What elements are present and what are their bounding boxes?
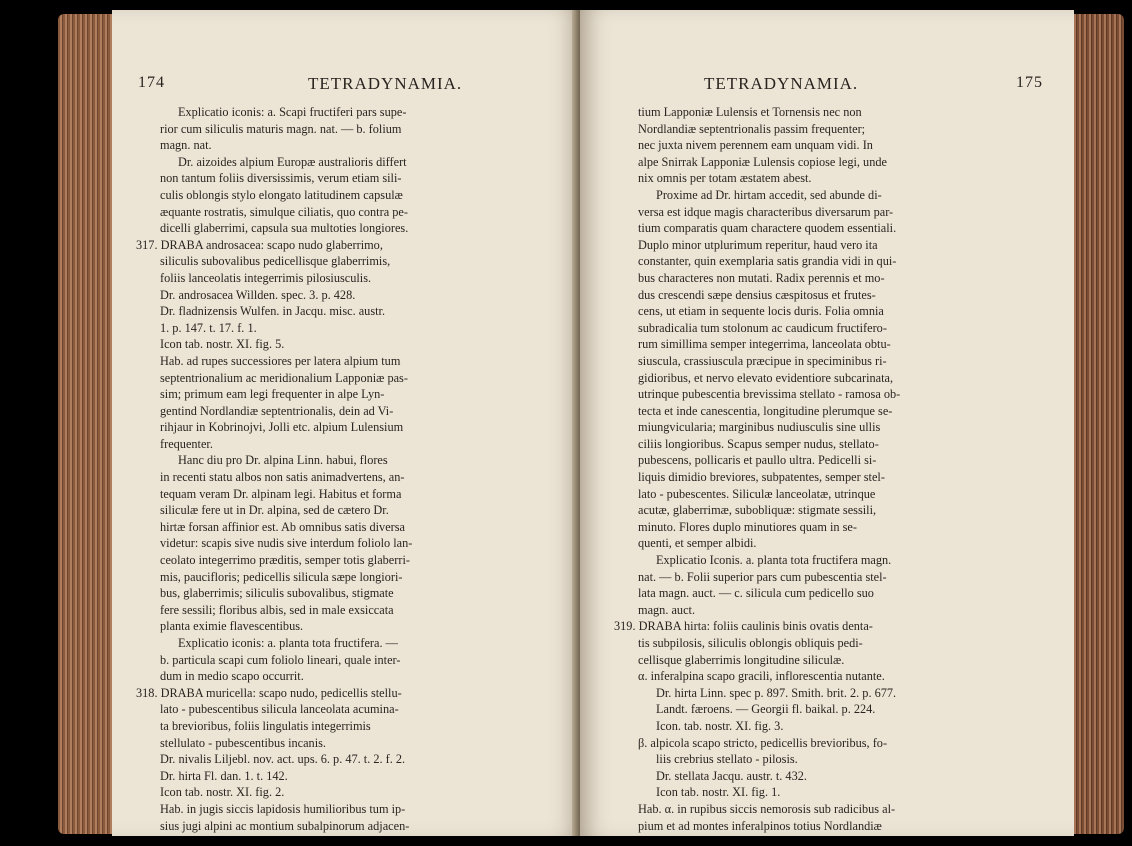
right-page xyxy=(580,10,1074,836)
text-line: magn. nat. xyxy=(160,138,212,153)
text-line: minuto. Flores duplo minutiores quam in se- xyxy=(638,519,857,534)
text-line: α. inferalpina scapo gracili, inflorescentia nutante. xyxy=(638,669,885,684)
text-line: mis, paucifloris; pedicellis silicula sæpe longiori- xyxy=(160,569,403,584)
text-line: cens, ut etiam in sequente locis duris. Folia omnia xyxy=(638,304,884,319)
text-line: magn. auct. xyxy=(638,602,696,617)
text-line: rior cum siliculis maturis magn. nat. — b. folium xyxy=(160,121,402,136)
text-line: Hab. α. in rupibus siccis nemorosis sub radicibus al- xyxy=(638,801,896,816)
text-line: pubescens, pollicaris et paullo ultra. Pedicelli si- xyxy=(638,453,877,468)
text-line: fere sessili; floribus albis, sed in male exsiccata xyxy=(160,602,394,617)
text-line: videtur: scapis sive nudis sive interdum foliolo lan- xyxy=(160,536,413,551)
text-line: tequam veram Dr. alpinam legi. Habitus et forma xyxy=(160,486,402,501)
text-line: quenti, et semper albidi. xyxy=(638,536,757,551)
text-line: ciliis longioribus. Scapus semper nudus, stellato- xyxy=(638,436,879,451)
left-page-text xyxy=(136,104,564,834)
text-line: rum simillima semper integerrima, lanceolata obtu- xyxy=(638,337,891,352)
text-line: planta eximie flavescentibus. xyxy=(160,619,304,634)
text-line: Nordlandiæ septentrionalis passim frequenter; xyxy=(638,121,866,136)
left-head-title: TETRADYNAMIA. xyxy=(308,74,463,93)
text-line: 318. DRABA muricella: scapo nudo, pedicellis stellu- xyxy=(136,685,402,700)
text-line: cellisque glaberrimis longitudine siliculæ. xyxy=(638,652,845,667)
text-line: 319. DRABA hirta: foliis caulinis binis ovatis denta- xyxy=(614,619,873,634)
text-line: Dr. aizoides alpium Europæ australioris differt xyxy=(178,154,407,169)
text-line: sim; primum eam legi frequenter in alpe Lyn- xyxy=(160,387,385,402)
book-left-edge xyxy=(58,14,118,834)
text-line: liis crebrius stellato - pilosis. xyxy=(656,752,798,767)
text-line: ta brevioribus, foliis lingulatis integerrimis xyxy=(160,718,371,733)
text-line: dum in medio scapo occurrit. xyxy=(160,669,304,684)
text-line: in recenti statu albos non satis animadvertens, an- xyxy=(160,470,405,485)
text-line: gentind Nordlandiæ septentrionalis, dein ad Vi- xyxy=(160,403,394,418)
text-line: sius jugi alpini ac montium subalpinorum adjacen- xyxy=(160,818,410,833)
text-line: non tantum foliis diversissimis, verum etiam sili- xyxy=(160,171,402,186)
text-line: Explicatio iconis: a. Scapi fructiferi pars supe- xyxy=(178,105,407,119)
text-line: nix omnis per totam æstatem abest. xyxy=(638,171,812,186)
text-line: Dr. fladnizensis Wulfen. in Jacqu. misc. austr. xyxy=(160,304,386,319)
text-line: hirtæ forsan affinior est. Ab omnibus satis diversa xyxy=(160,519,405,534)
text-line: Dr. hirta Fl. dan. 1. t. 142. xyxy=(160,768,288,783)
text-line: alpe Snirrak Lapponiæ Lulensis copiose legi, unde xyxy=(638,154,887,169)
text-line: stellulato - pubescentibus incanis. xyxy=(160,735,326,750)
text-line: Dr. androsacea Willden. spec. 3. p. 428. xyxy=(160,287,356,302)
text-line: Dr. hirta Linn. spec p. 897. Smith. brit. 2. p. 677. xyxy=(656,685,897,700)
text-line: Hanc diu pro Dr. alpina Linn. habui, flores xyxy=(178,453,388,468)
text-line: gidioribus, et nervo elevato evidentiore subcarinata, xyxy=(638,370,894,385)
right-page-text xyxy=(614,104,1054,834)
text-line: Hab. ad rupes successiores per latera alpium tum xyxy=(160,353,401,368)
text-line: Hab. in jugis siccis lapidosis humilioribus tum ip- xyxy=(160,801,406,816)
text-line: utrinque pubescentia brevissima stellato - ramosa ob- xyxy=(638,387,901,402)
text-line: Icon tab. nostr. XI. fig. 5. xyxy=(160,337,285,352)
text-line: bus characteres non mutati. Radix perennis et mo- xyxy=(638,270,885,285)
text-line: septentrionalium ac meridionalium Lapponiæ pas- xyxy=(160,370,408,385)
right-head-title: TETRADYNAMIA. xyxy=(704,74,859,93)
text-line: lata magn. auct. — c. silicula cum pedicello suo xyxy=(638,586,874,601)
text-line: frequenter. xyxy=(160,436,213,451)
text-line: dus crescendi sæpe densius cæspitosus et frutes- xyxy=(638,287,876,302)
text-line: miungvicularia; marginibus nudiusculis sine ullis xyxy=(638,420,881,435)
text-line: Icon. tab. nostr. XI. fig. 3. xyxy=(656,718,784,733)
text-line: siliculæ fere ut in Dr. alpina, sed de cætero Dr. xyxy=(160,503,389,518)
text-line: lato - pubescentibus silicula lanceolata acumina- xyxy=(160,702,399,717)
right-page-number: 175 xyxy=(1016,74,1043,91)
text-line: tis subpilosis, siliculis oblongis obliquis pedi- xyxy=(638,636,863,650)
text-line: Dr. nivalis Liljebl. nov. act. ups. 6. p. 47. t. 2. f. 2. xyxy=(160,752,406,767)
text-line: nec juxta nivem perennem eam unquam vidi. In xyxy=(638,138,873,153)
text-line: subradicalia tum stolonum ac caudicum fructifero- xyxy=(638,320,887,335)
text-line: siliculis subovalibus pedicellisque glaberrimis, xyxy=(160,254,391,269)
text-line: Icon tab. nostr. XI. fig. 2. xyxy=(160,785,285,800)
text-line: æquante rostratis, simulque ciliatis, quo contra pe- xyxy=(160,204,408,219)
text-line: Icon tab. nostr. XI. fig. 1. xyxy=(656,785,781,800)
text-line: acutæ, glaberrimæ, subobliquæ: stigmate sessili, xyxy=(638,503,877,518)
text-line: liquis dimidio breviores, subpatentes, semper stel- xyxy=(638,470,885,485)
text-line: b. particula scapi cum foliolo lineari, quale inter- xyxy=(160,652,401,667)
text-line: ceolato integerrimo præditis, semper totis glaberri- xyxy=(160,553,410,568)
text-line: tecta et inde canescentia, longitudine plerumque se- xyxy=(638,403,893,418)
text-line: nat. — b. Folii superior pars cum pubescentia stel- xyxy=(638,569,887,584)
text-line: bus, glaberrimis; siliculis subovalibus, stigmate xyxy=(160,586,394,601)
text-line: Proxime ad Dr. hirtam accedit, sed abunde di- xyxy=(656,187,882,202)
text-line: lato - pubescentes. Siliculæ lanceolatæ, utrinque xyxy=(638,486,876,501)
text-line: constanter, quin exemplaria satis grandia vidi in qui- xyxy=(638,254,897,269)
text-line: rihjaur in Kobrinojvi, Jolli etc. alpium Lulensium xyxy=(160,420,404,435)
text-line: tium comparatis quam charactere quodem essentiali. xyxy=(638,221,897,236)
text-line: Duplo minor utplurimum reperitur, haud vero ita xyxy=(638,237,878,252)
text-line: culis oblongis stylo elongato latitudinem capsulæ xyxy=(160,187,403,202)
text-line: versa est idque magis characteribus diversarum par- xyxy=(638,204,894,219)
left-page xyxy=(112,10,580,836)
text-line: pium et ad montes inferalpinos totius Nordlandiæ xyxy=(638,818,882,833)
text-line: dicelli glaberrimi, capsula sua multoties longiores. xyxy=(160,221,409,236)
text-line: Explicatio iconis: a. planta tota fructifera. — xyxy=(178,636,398,650)
text-line: 1. p. 147. t. 17. f. 1. xyxy=(160,320,257,335)
text-line: β. alpicola scapo stricto, pedicellis brevioribus, fo- xyxy=(638,735,888,750)
text-line: 317. DRABA androsacea: scapo nudo glaberrimo, xyxy=(136,237,383,252)
text-line: Landt. færoens. — Georgii fl. baikal. p. 224. xyxy=(656,702,876,717)
book-right-edge xyxy=(1072,14,1124,834)
text-line: tium Lapponiæ Lulensis et Tornensis nec non xyxy=(638,105,862,119)
text-line: siuscula, crassiuscula præcipue in speciminibus ri- xyxy=(638,353,887,368)
text-line: Explicatio Iconis. a. planta tota fructifera magn. xyxy=(656,553,892,568)
text-line: foliis lanceolatis integerrimis pilosiusculis. xyxy=(160,270,372,285)
left-page-number: 174 xyxy=(138,74,165,91)
text-line: Dr. stellata Jacqu. austr. t. 432. xyxy=(656,768,807,783)
